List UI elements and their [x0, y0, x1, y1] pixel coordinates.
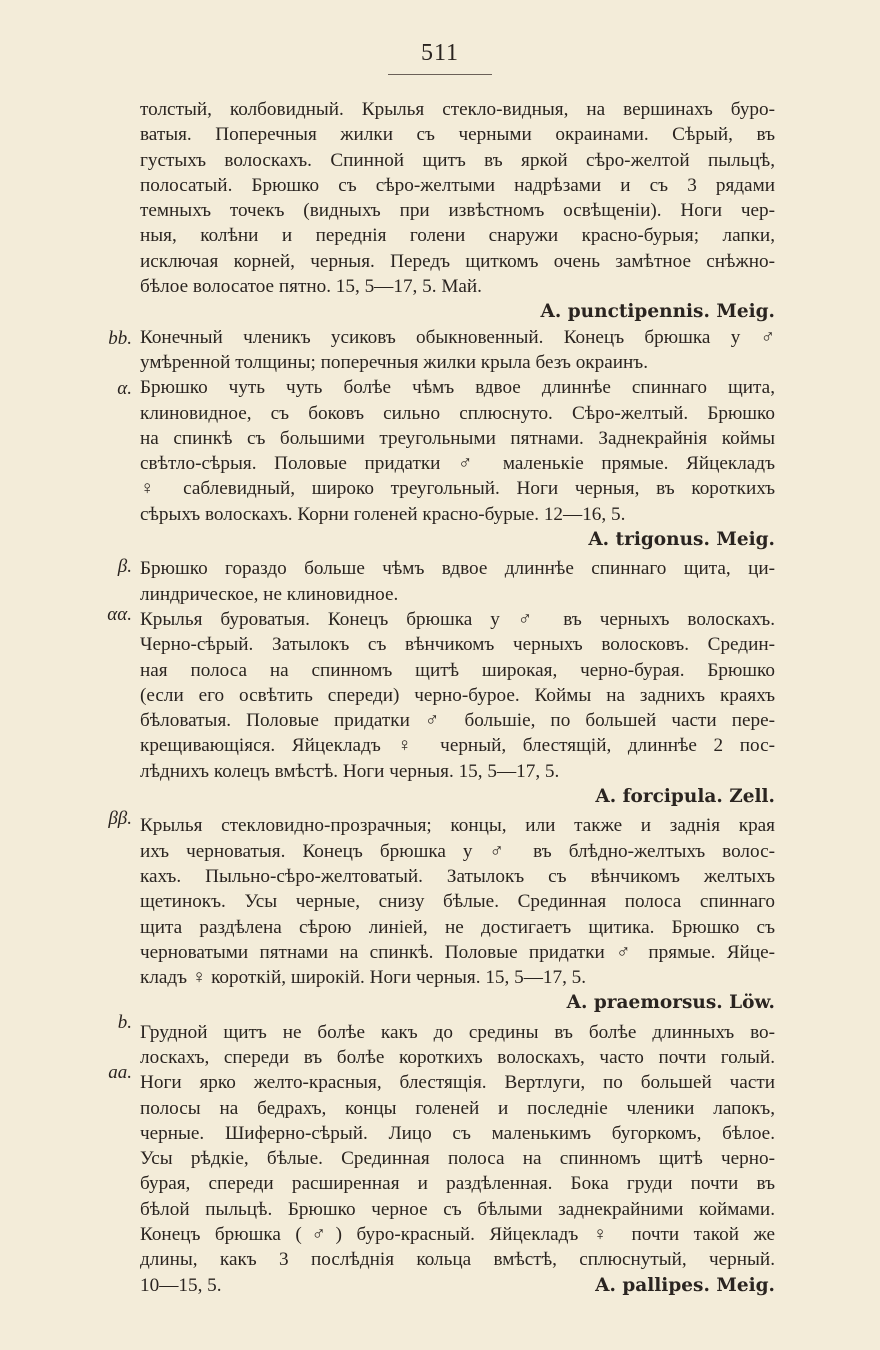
species-name: A. pallipes. Meig. [595, 1274, 775, 1296]
text-line: ныя, колѣни и переднія голени снаружи красно-бурыя; лапки, [140, 225, 775, 247]
text-line: бѣлое волосатое пятно. 15, 5—17, 5. Май. [140, 276, 482, 298]
text-line: ихъ черноватыя. Конецъ брюшка у ♂ въ блѣдно-желтыхъ волос- [140, 840, 775, 862]
text-line: Крылья стекловидно-прозрачныя; концы, или также и заднія края [140, 815, 775, 837]
text-line: исключая корней, черныя. Передъ щиткомъ очень замѣтное снѣжно- [140, 250, 775, 272]
paragraph-aa2 [140, 1070, 775, 1298]
text-line: Конецъ брюшка (♂) буро-красный. Яйцекладъ ♀ почти такой же [140, 1224, 775, 1246]
text-line: свѣтло-сѣрыя. Половые придатки ♂ маленькіе прямые. Яйцекладъ [140, 453, 775, 475]
marker-beta: β. [117, 556, 132, 577]
text-line: линдрическое, не клиновидное. [140, 583, 399, 605]
marker-bbeta: ββ. [108, 808, 132, 829]
text-line: лоскахъ, спереди въ болѣе короткихъ волоскахъ, часто почти голый. [140, 1046, 775, 1068]
paragraph-bb [140, 325, 775, 376]
text-line: бѣлой пыльцѣ. Брюшко черное съ бѣлыми заднекрайними коймами. [140, 1198, 775, 1220]
text-line: лѣднихъ колецъ вмѣстѣ. Ноги черныя. 15, 5—17, 5. [140, 760, 560, 782]
text-line: темныхъ точекъ (видныхъ при извѣстномъ освѣщеніи). Ноги чер- [140, 200, 775, 222]
marker-bb: bb. [108, 328, 132, 349]
text-line: клиновидное, съ боковъ сильно сплюснуто. Сѣро-желтый. Брюшко [140, 402, 775, 424]
species-name: A. praemorsus. Löw. [566, 992, 775, 1014]
text-line: полосатый. Брюшко съ сѣро-желтыми надрѣзами и съ 3 рядами [140, 174, 775, 196]
text-line: сѣрыхъ волоскахъ. Корни голеней красно-бурые. 12—16, 5. [140, 503, 626, 525]
text-line: Усы рѣдкіе, бѣлые. Срединная полоса на спинномъ щитѣ черно- [140, 1148, 775, 1170]
text-line: кладъ ♀ короткій, широкій. Ноги черныя. 15, 5—17, 5. [140, 967, 587, 989]
text-line: Брюшко чуть чуть болѣе чѣмъ вдвое длиннѣе спиннаго щита, [140, 377, 775, 399]
text-line: на спинкѣ съ большими треугольными пятнами. Заднекрайнія коймы [140, 427, 775, 449]
text-line: (если его освѣтить спереди) черно-бурое. Коймы на заднихъ краяхъ [140, 684, 775, 706]
text-line: щита раздѣлена сѣрою линіей, не достигаетъ щитика. Брюшко съ [140, 916, 775, 938]
text-line: Конечный членикъ усиковъ обыкновенный. Конецъ брюшка у ♂ [140, 326, 775, 348]
paragraph-bbeta [140, 813, 775, 1015]
text-line: длины, какъ 3 послѣднія кольца вмѣстѣ, сплюснутый, черный. [140, 1249, 775, 1271]
paragraph-b [140, 1020, 775, 1071]
page-number: 511 [420, 40, 460, 66]
species-name: A. forcipula. Zell. [595, 786, 775, 808]
text-line: бурая, спереди расширенная и раздѣленная. Бока груди почти въ [140, 1173, 775, 1195]
text-line: полосы на бедрахъ, концы голеней и последніе членики лапокъ, [140, 1097, 775, 1119]
text-line: умѣренной толщины; поперечныя жилки крыла безъ окраинъ. [140, 351, 648, 373]
header-rule [388, 74, 492, 75]
paragraph-aa [140, 607, 775, 809]
paragraph-beta [140, 556, 775, 607]
text-line: черные. Шиферно-сѣрый. Лицо съ маленькимъ бугоркомъ, бѣлое. [140, 1122, 775, 1144]
marker-b: b. [117, 1012, 132, 1033]
text-line: ная полоса на спинномъ щитѣ широкая, черно-бурая. Брюшко [140, 659, 775, 681]
marker-alpha: α. [117, 378, 132, 399]
text-line: густыхъ волоскахъ. Спинной щитъ въ яркой сѣро-желтой пыльцѣ, [140, 149, 775, 171]
text-line: Брюшко гораздо больше чѣмъ вдвое длиннѣе спиннаго щита, ци- [140, 558, 775, 580]
text-line: Ноги ярко желто-красныя, блестящія. Вертлуги, по большей части [140, 1072, 775, 1094]
text-line: кахъ. Пыльно-сѣро-желтоватый. Затылокъ съ вѣнчикомъ желтыхъ [140, 865, 775, 887]
text-line: толстый, колбовидный. Крылья стекло-видныя, на вершинахъ буро- [140, 99, 775, 120]
species-name: A. punctipennis. Meig. [540, 301, 775, 323]
text-line: Грудной щитъ не болѣе какъ до средины въ болѣе длинныхъ во- [140, 1021, 775, 1043]
paragraph-1 [140, 97, 775, 325]
text-line: Крылья буроватыя. Конецъ брюшка у ♂ въ черныхъ волоскахъ. [140, 608, 775, 630]
body-text [140, 97, 775, 1298]
text-line: черноватыми пятнами на спинкѣ. Половые придатки ♂ прямые. Яйце- [140, 941, 775, 963]
text-line: Черно-сѣрый. Затылокъ съ вѣнчикомъ черныхъ волосковъ. Средин- [140, 634, 775, 656]
marker-aa: αα. [107, 604, 132, 625]
text-line: бѣловатыя. Половые придатки ♂ большіе, по большей части пере- [140, 710, 775, 732]
marker-aa2: aa. [108, 1062, 132, 1083]
text-line: ватыя. Поперечныя жилки съ черными окраинами. Сѣрый, въ [140, 124, 775, 146]
text-line: ♀ саблевидный, широко треугольный. Ноги черныя, въ короткихъ [140, 478, 775, 500]
text-line: щетинокъ. Усы черные, снизу бѣлые. Срединная полоса спиннаго [140, 891, 775, 913]
text-line: крещивающіяся. Яйцекладъ ♀ черный, блестящій, длиннѣе 2 пос- [140, 735, 775, 757]
size-range: 10—15, 5. [140, 1274, 222, 1296]
species-name: A. trigonus. Meig. [588, 529, 775, 551]
final-line [140, 1273, 775, 1298]
paragraph-alpha [140, 375, 775, 552]
